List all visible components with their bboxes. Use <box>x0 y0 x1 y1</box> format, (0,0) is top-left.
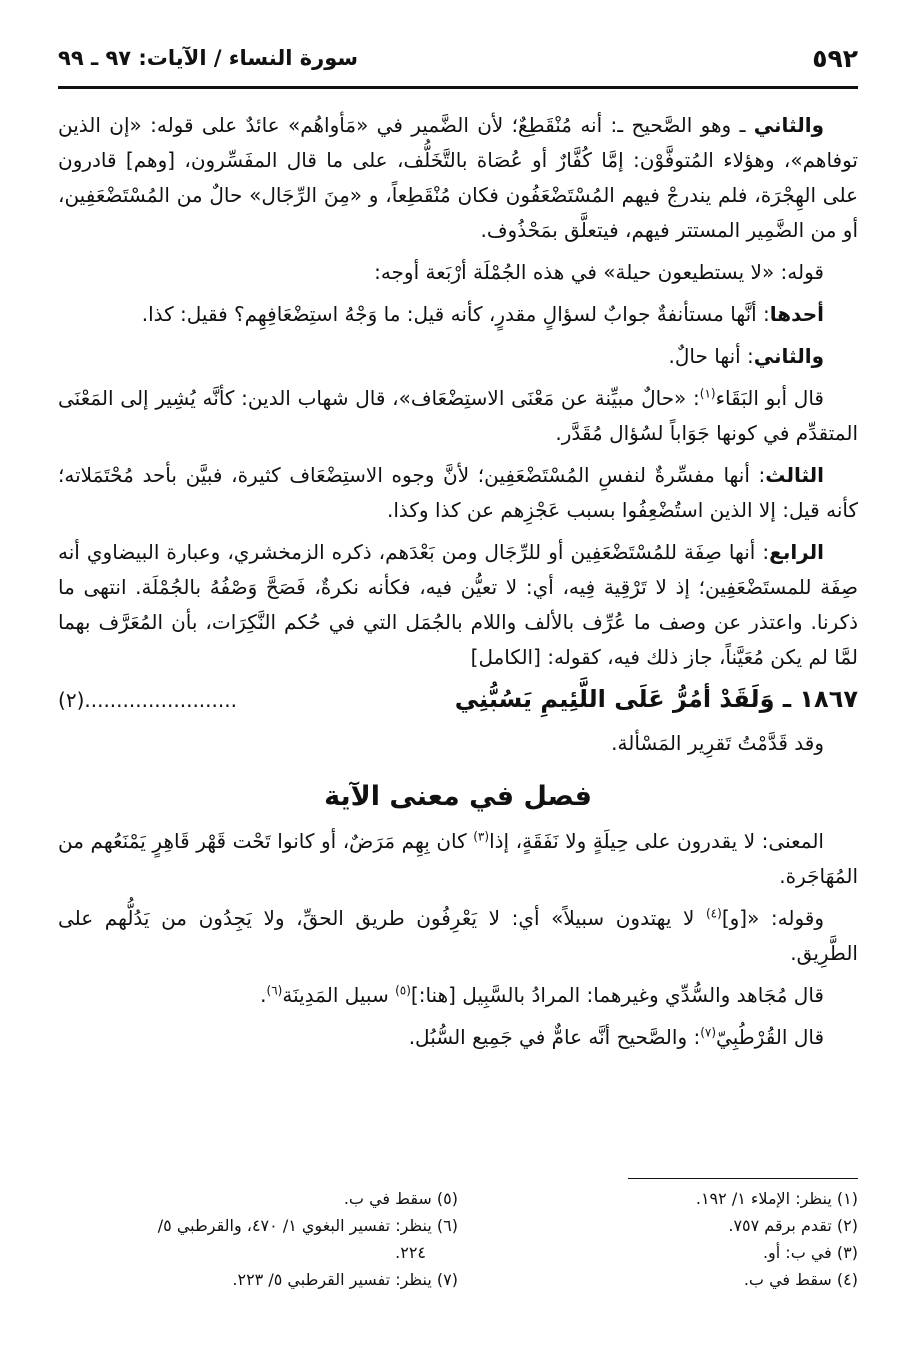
footnote-column-right <box>458 1186 858 1294</box>
poem-verse <box>58 682 858 718</box>
footnote-ref[interactable]: (٣) <box>473 829 490 844</box>
paragraph-text: لا يهتدون سبيلاً» أي: لا يَعْرِفُون طريق الحقِّ، ولا يَجِدُون من يَدُلُّهم على الطَّرِيق. <box>58 906 858 965</box>
footnote: (٣) في ب: أو. <box>762 1243 858 1262</box>
paragraph <box>58 339 858 374</box>
paragraph-text: : «حالٌ مبيِّنة عن مَعْنَى الاستِضْعَاف»، قال شهاب الدين: كأنَّه يُشِير إلى المَعْنَى المتقدِّم في كونها جَوَاباً لسُؤال مُقَدَّر. <box>58 386 858 445</box>
paragraph-text: : أنها صِفَة للمُسْتَضْعَفِين أو للرِّجَال ومن بَعْدَهم، ذكره الزمخشري، وعبارة البيضاوي أنه صِفَة للمستَضْعَفِين؛ إذ لا تَرْقِية فِيه، أي: لا تعيُّن فيه، فكأنه نكرةٌ، فَصَحَّ وَصْفُهُ بالجُمْلَة. انتهى ما ذكرنا. واعتذر عن وصف ما عُرِّف بالألف واللام بالجُمَل التي في حُكم النَّكِرَات، بأن المُعَرَّف بهما لمَّا لم يكن مُعَيَّناً، جاز ذلك فيه، كقوله: [الكامل] <box>58 540 858 669</box>
paragraph <box>58 458 858 528</box>
paragraph-text: : والصَّحيح أنَّه عامٌّ في جَمِيع السُّبُل. <box>408 1025 701 1049</box>
paragraph <box>58 824 858 894</box>
header-rule <box>58 86 858 89</box>
paragraph <box>58 297 858 332</box>
footnote: (٤) سقط في ب. <box>743 1270 858 1289</box>
footnote-ref[interactable]: (٤) <box>705 906 722 921</box>
paragraph <box>58 108 858 248</box>
footnote: (١) ينظر: الإملاء ١/ ١٩٢. <box>695 1189 858 1208</box>
paragraph <box>58 535 858 675</box>
verse-text: ١٨٦٧ ـ وَلَقَدْ أمُرُّ عَلَى اللَّئِيمِ يَسُبُّنِي <box>454 685 858 713</box>
section-title: فصل في معنى الآية <box>324 781 592 812</box>
paragraph-text: قوله: «لا يستطيعون حيلة» في هذه الجُمْلَة أرْبَعة أوجه: <box>374 260 824 284</box>
footnotes <box>58 1186 858 1294</box>
footnote-ref[interactable]: (١) <box>699 386 716 401</box>
paragraph-text: : أنَّها مستأنفةٌ جوابٌ لسؤالٍ مقدرٍ، كأنه قيل: ما وَجْهُ استِضْعَافِهِم؟ فقيل: كذا. <box>141 302 770 326</box>
paragraph <box>58 255 858 290</box>
lead-word: الرابع <box>769 540 824 564</box>
paragraph <box>58 1020 858 1055</box>
paragraph-text: وقد قَدَّمْتُ تَقرِير المَسْألة. <box>611 731 824 755</box>
paragraph-text: . <box>260 983 267 1007</box>
verse-ellipsis: (٢)........................ <box>58 688 237 712</box>
paragraph-text: : أنها حالٌ. <box>668 344 754 368</box>
footnote-ref[interactable]: (٧) <box>700 1025 717 1040</box>
paragraph <box>58 901 858 971</box>
footnote-ref[interactable]: (٦) <box>266 983 283 998</box>
footnote-divider <box>628 1178 858 1179</box>
paragraph-text: كان بِهِم مَرَضٌ، أو كانوا تَحْت قَهْر قَاهِرٍ يَمْنَعُهم من المُهَاجَرة. <box>58 829 858 888</box>
footnote-continuation: ٢٢٤. <box>395 1243 426 1262</box>
footnote: (٧) ينظر: تفسير القرطبي ٥/ ٢٢٣. <box>232 1270 458 1289</box>
paragraph-text: المعنى: لا يقدرون على حِيلَةٍ ولا نَفَقَةٍ، إذا <box>489 829 824 853</box>
paragraph-text: ـ وهو الصَّحيح ـ: أنه مُنْقَطِعٌ؛ لأن الضَّمير في «مَأواهُم» عائدٌ على قوله: «إن الذين توفاهم»، وهؤلاء المُتوفَّوْن: إمَّا كُفَّارٌ أو عُصَاة بالتَّخَلُّف، على ما قال المفَسِّرون، [وهم] قادرون على الهِجْرَة، فلم يندرجْ فيهم المُسْتَضْعَفُون فكان مُنْقَطِعاً، و «مِنَ الرِّجَال» حالٌ من المُسْتَضْعَفِين، أو من الضَّمِير المستتر فيهم، فيتعلَّق بمَحْذُوف. <box>58 113 858 242</box>
lead-word: الثالث <box>765 463 824 487</box>
page-number: ٥٩٢ <box>812 44 858 73</box>
footnote: (٥) سقط في ب. <box>343 1189 458 1208</box>
paragraph <box>58 726 858 761</box>
paragraph-text: وقوله: «[و] <box>721 906 825 930</box>
footnote: (٦) ينظر: تفسير البغوي ١/ ٤٧٠، والقرطبي ٥/ <box>157 1216 458 1235</box>
lead-word: أحدها <box>769 302 824 326</box>
paragraph <box>58 978 858 1013</box>
paragraph-text: قال القُرْطُبِيّ <box>716 1025 824 1049</box>
footnote-ref[interactable]: (٥) <box>395 983 411 998</box>
page-header <box>58 44 858 78</box>
footnote: (٢) تقدم برقم ٧٥٧. <box>728 1216 858 1235</box>
footnote-column-left <box>58 1186 458 1294</box>
paragraph <box>58 381 858 451</box>
lead-word: والثاني <box>753 113 824 137</box>
main-text <box>58 108 858 1062</box>
paragraph-text: سبيل المَدِينَة <box>282 983 396 1007</box>
paragraph-text: قال مُجَاهد والسُّدِّي وغيرهما: المرادُ بالسَّبِيل [هنا:] <box>410 983 824 1007</box>
paragraph-text: قال أبو البَقَاء <box>715 386 824 410</box>
lead-word: والثاني <box>753 344 824 368</box>
paragraph-text: : أنها مفسِّرةٌ لنفسِ المُسْتَضْعَفِين؛ لأنَّ وجوه الاستِضْعَاف كثيرة، فبيَّن بأحد مُحْتَمَلاته؛ كأنه قيل: إلا الذين استُضْعِفُوا بسبب عَجْزِهم عن كذا وكذا. <box>58 463 858 522</box>
running-title: سورة النساء / الآيات: ٩٧ ـ ٩٩ <box>58 46 359 70</box>
